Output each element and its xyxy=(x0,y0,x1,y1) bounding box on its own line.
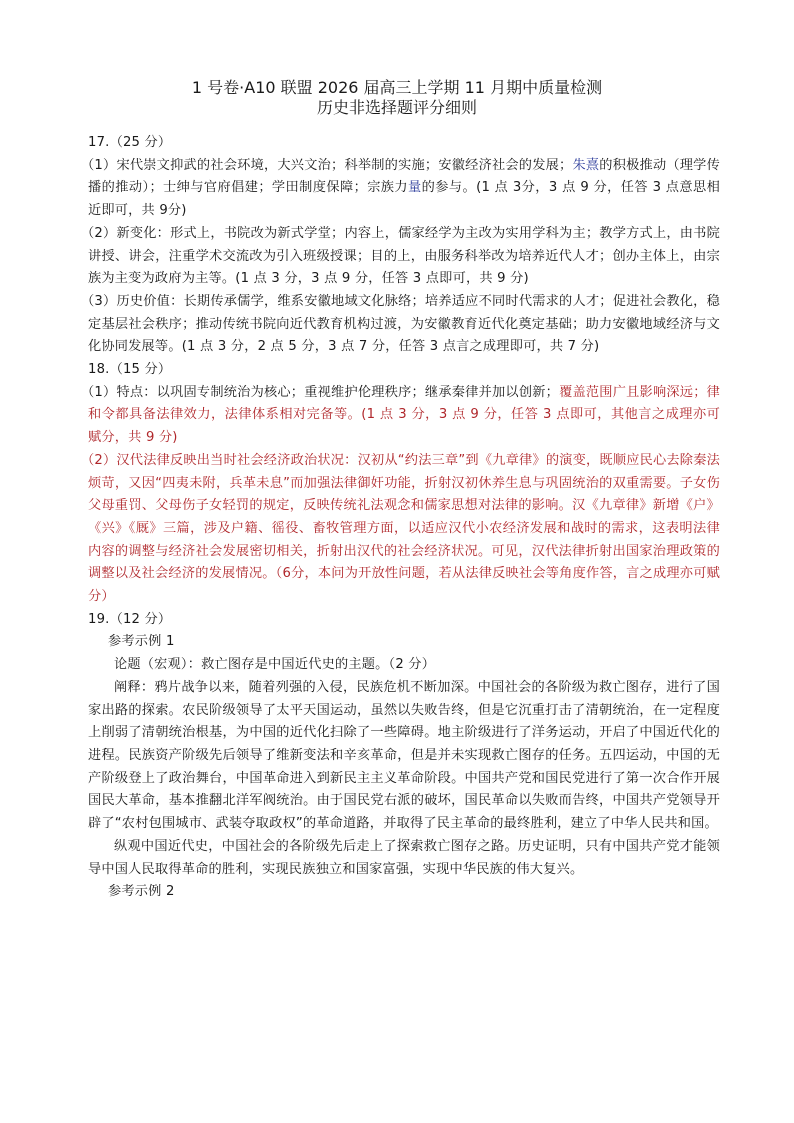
q19-elaboration: 阐释：鸦片战争以来，随着列强的入侵，民族危机不断加深。中国社会的各阶级为救亡图存，进行了国家出路的探索。农民阶级领导了太平天国运动，虽然以失败告终，但是它沉重打击了清朝统治，在一定程度上削弱了清朝统治根基，为中国的近代化扫除了一些障碍。地主阶级进行了洋务运动，开启了中国近代化的进程。民族资产阶级先后领导了维新变法和辛亥革命，但是并未实现救亡图存的任务。五四运动，中国的无产阶级登上了政治舞台，中国革命进入到新民主主义革命阶段。中国共产党和国民党进行了第一次合作开展国民大革命，基本推翻北洋军阀统治。由于国民党右派的破坏，国民革命以失败而告终，中国共产党领导开辟了“农村包围城市、武装夺取政权”的革命道路，并取得了民主革命的最终胜利，建立了中华人民共和国。 xyxy=(88,679,720,832)
q18-part1-red: 覆盖范围广且影响深远；律和令都具备法律效力，法律体系相对完备等。(1 点 3 分，3 点 9 分，任答 3 点即可，其他言之成理亦可赋分，共 9 分) xyxy=(88,384,720,446)
q17-part1: （1）宋代崇文抑武的社会环境，大兴文治；科举制的实施；安徽经济社会的发展；朱熹的积极推动（理学传播的推动）；士绅与官府倡建；学田制度保障；宗族力量的参与。(1 点 3分，3 点 9 分，任答 3 点意思相近即可，共 9分) xyxy=(81,157,721,219)
document-title: 1 号卷·A10 联盟 2026 届高三上学期 11 月期中质量检测 xyxy=(191,78,603,97)
q18-part2: （2）汉代法律反映出当时社会经济政治状况：汉初从“约法三章”到《九章律》的演变，既顺应民心去除秦法烦苛，又因“四夷未附，兵革未息”而加强法律御奸功能，折射汉初休养生息与巩固统治的双重需要。子女伤父母重罚、父母伤子女轻罚的规定，反映传统礼法观念和儒家思想对法律的影响。汉《九章律》新增《户》《兴》《厩》三篇，涉及户籍、徭役、畜牧管理方面，以适应汉代小农经济发展和战时的需求，这表明法律内容的调整与经济社会发展密切相关，折射出汉代的社会经济状况。可见，汉代法律折射出国家治理政策的调整以及社会经济的发展情况。（6分，本问为开放性问题，若从法律反映社会等角度作答，言之成理亦可赋分） xyxy=(81,452,720,605)
question-17-heading: 17.（25 分） xyxy=(88,135,172,150)
q18-part1: （1）特点：以巩固专制统治为核心；重视维护伦理秩序；继承秦律并加以创新；覆盖范围广且影响深远；律和令都具备法律效力，法律体系相对完备等。(1 点 3 分，3 点 9 分，任答 3 点即可，其他言之成理亦可赋分，共 9 分) xyxy=(81,384,720,446)
question-18-heading: 18.（15 分） xyxy=(88,362,172,378)
q19-example2-label: 参考示例 2 xyxy=(108,884,175,900)
q19-thesis: 论题（宏观）：救亡图存是中国近代史的主题。（2 分） xyxy=(114,657,436,673)
q19-conclusion: 纵观中国近代史，中国社会的各阶级先后走上了探索救亡图存之路。历史证明，只有中国共产党才能领导中国人民取得革命的胜利，实现民族独立和国家富强，实现中华民族的伟大复兴。 xyxy=(88,838,720,877)
document-body xyxy=(81,132,721,904)
q17-part2: （2）新变化：形式上，书院改为新式学堂；内容上，儒家经学为主改为实用学科为主；教学方式上，由书院讲授、讲会，注重学术交流改为引入班级授课；目的上，由服务科举改为培养近代人才；创办主体上，由宗族为主变为政府为主等。(1 点 3 分，3 点 9 分，任答 3 点即可，共 9 分) xyxy=(81,225,720,287)
q19-example1-label: 参考示例 1 xyxy=(108,634,175,650)
highlight-zhuxi: 朱熹 xyxy=(572,157,600,173)
question-19-heading: 19.（12 分） xyxy=(88,611,172,627)
highlight-liang: 量 xyxy=(408,180,422,196)
document-subtitle: 历史非选择题评分细则 xyxy=(316,98,477,117)
q17-part3: （3）历史价值：长期传承儒学，维系安徽地域文化脉络；培养适应不同时代需求的人才；促进社会教化，稳定基层社会秩序；推动传统书院向近代教育机构过渡，为安徽教育近代化奠定基础；助力安徽地域经济与文化协同发展等。(1 点 3 分，2 点 5 分，3 点 7 分，任答 3 点言之成理即可，共 7 分) xyxy=(81,293,720,355)
